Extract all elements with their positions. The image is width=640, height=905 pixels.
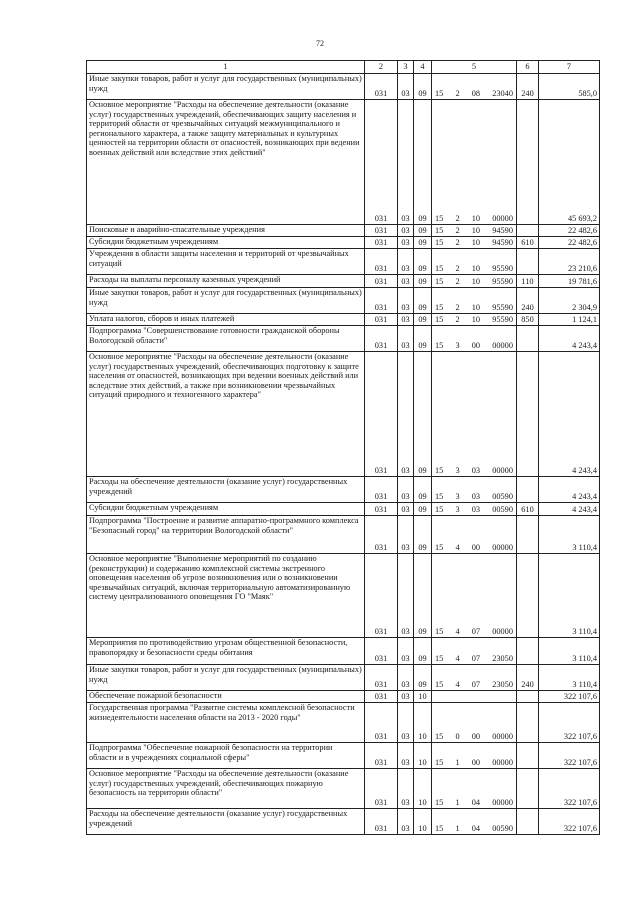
amount: 3 110,4 (539, 665, 600, 691)
amount: 4 243,4 (539, 503, 600, 516)
subsection-code: 10 (414, 703, 432, 743)
ministry-code: 031 (365, 237, 398, 249)
target-article-parts (432, 315, 516, 325)
code-part: 15 (435, 732, 444, 742)
section-code: 03 (398, 352, 414, 477)
target-article-code (432, 503, 517, 516)
code-part: 00000 (492, 543, 513, 553)
subsection-code: 09 (414, 516, 432, 554)
table-row (87, 249, 600, 275)
section-code: 03 (398, 74, 414, 100)
amount: 4 243,4 (539, 326, 600, 352)
target-article-parts (432, 680, 516, 690)
amount: 19 781,6 (539, 275, 600, 288)
code-part: 94590 (492, 226, 513, 236)
row-name: Расходы на выплаты персоналу казенных учреждений (87, 275, 365, 288)
subsection-code: 09 (414, 275, 432, 288)
section-code: 03 (398, 237, 414, 249)
code-part: 95590 (492, 315, 513, 325)
code-part: 15 (435, 680, 444, 690)
amount: 3 110,4 (539, 516, 600, 554)
ministry-code: 031 (365, 691, 398, 703)
table-row (87, 225, 600, 237)
section-code: 03 (398, 809, 414, 835)
amount: 2 304,9 (539, 288, 600, 314)
table-row (87, 554, 600, 638)
code-part: 15 (435, 214, 444, 224)
target-article-code (432, 74, 517, 100)
row-name: Мероприятия по противодействию угрозам общественной безопасности, правопорядку и безопасности среды обитания (87, 638, 365, 665)
header-cell: 7 (539, 61, 600, 74)
expense-type-code: 610 (517, 503, 539, 516)
code-part: 07 (471, 680, 481, 690)
code-part: 07 (471, 627, 481, 637)
row-name: Поисковые и аварийно-спасательные учреждения (87, 225, 365, 237)
expense-type-code (517, 516, 539, 554)
ministry-code: 031 (365, 703, 398, 743)
code-part: 00590 (492, 505, 513, 515)
row-name: Основное мероприятие "Расходы на обеспечение деятельности (оказание услуг) государственных учреждений, обеспечивающих подготовку к защите населения от опасностей, возникающих при ведении военных действий или вследствие этих действий, а также при возникновении чрезвычайных ситуаций природного и техногенного характера" (87, 352, 365, 477)
ministry-code: 031 (365, 638, 398, 665)
section-code: 03 (398, 288, 414, 314)
code-part: 00 (471, 341, 481, 351)
section-code: 03 (398, 314, 414, 326)
amount: 4 243,4 (539, 477, 600, 503)
code-part: 15 (435, 264, 444, 274)
code-part: 23040 (492, 89, 513, 99)
code-part: 00590 (492, 492, 513, 502)
section-code: 03 (398, 554, 414, 638)
code-part: 0 (455, 732, 460, 742)
target-article-code (432, 100, 517, 225)
code-part: 15 (435, 654, 444, 664)
table-row (87, 314, 600, 326)
target-article-parts (432, 238, 516, 248)
code-part: 4 (455, 627, 460, 637)
code-part: 15 (435, 798, 444, 808)
target-article-parts (432, 758, 516, 768)
subsection-code: 09 (414, 554, 432, 638)
target-article-code (432, 638, 517, 665)
target-article-parts (432, 824, 516, 834)
expense-type-code (517, 249, 539, 275)
code-part: 00000 (492, 214, 513, 224)
code-part: 95590 (492, 303, 513, 313)
amount: 322 107,6 (539, 691, 600, 703)
code-part: 03 (471, 492, 481, 502)
code-part: 15 (435, 226, 444, 236)
subsection-code: 09 (414, 314, 432, 326)
code-part: 10 (471, 303, 481, 313)
table-row (87, 769, 600, 809)
target-article-parts (432, 492, 516, 502)
table-row (87, 809, 600, 835)
row-name: Обеспечение пожарной безопасности (87, 691, 365, 703)
header-cell: 4 (414, 61, 432, 74)
expense-type-code (517, 554, 539, 638)
code-part: 03 (471, 466, 481, 476)
amount: 1 124,1 (539, 314, 600, 326)
target-article-parts (432, 89, 516, 99)
code-part: 00000 (492, 341, 513, 351)
target-article-code (432, 314, 517, 326)
target-article-parts (432, 505, 516, 515)
section-code: 03 (398, 665, 414, 691)
table-row (87, 74, 600, 100)
code-part: 2 (455, 238, 460, 248)
section-code: 03 (398, 703, 414, 743)
ministry-code: 031 (365, 809, 398, 835)
header-cell: 5 (432, 61, 517, 74)
table-row (87, 100, 600, 225)
code-part: 15 (435, 466, 444, 476)
target-article-parts (432, 264, 516, 274)
ministry-code: 031 (365, 665, 398, 691)
table-row (87, 275, 600, 288)
row-name: Иные закупки товаров, работ и услуг для государственных (муниципальных) нужд (87, 74, 365, 100)
ministry-code: 031 (365, 249, 398, 275)
table-row (87, 516, 600, 554)
section-code: 03 (398, 638, 414, 665)
section-code: 03 (398, 326, 414, 352)
subsection-code: 09 (414, 225, 432, 237)
table-row (87, 237, 600, 249)
code-part: 95590 (492, 264, 513, 274)
target-article-parts (432, 627, 516, 637)
table-row (87, 503, 600, 516)
code-part: 3 (455, 341, 460, 351)
target-article-parts (432, 732, 516, 742)
row-name: Государственная программа "Развитие системы комплексной безопасности жизнедеятельности населения области на 2013 - 2020 годы" (87, 703, 365, 743)
code-part: 10 (471, 264, 481, 274)
ministry-code: 031 (365, 275, 398, 288)
code-part: 4 (455, 680, 460, 690)
target-article-code (432, 249, 517, 275)
section-code: 03 (398, 477, 414, 503)
code-part: 00590 (492, 824, 513, 834)
ministry-code: 031 (365, 314, 398, 326)
subsection-code: 09 (414, 638, 432, 665)
expense-type-code: 240 (517, 74, 539, 100)
expense-type-code (517, 743, 539, 769)
subsection-code: 10 (414, 743, 432, 769)
expense-type-code (517, 352, 539, 477)
target-article-code (432, 703, 517, 743)
subsection-code: 09 (414, 100, 432, 225)
row-name: Расходы на обеспечение деятельности (оказание услуг) государственных учреждений (87, 809, 365, 835)
row-name: Учреждения в области защиты населения и территорий от чрезвычайных ситуаций (87, 249, 365, 275)
ministry-code: 031 (365, 100, 398, 225)
row-name: Иные закупки товаров, работ и услуг для государственных (муниципальных) нужд (87, 665, 365, 691)
page-number: 72 (316, 39, 324, 48)
expense-type-code (517, 225, 539, 237)
table-row (87, 288, 600, 314)
target-article-code (432, 769, 517, 809)
subsection-code: 09 (414, 326, 432, 352)
table-row (87, 743, 600, 769)
table-row (87, 477, 600, 503)
ministry-code: 031 (365, 516, 398, 554)
code-part: 2 (455, 303, 460, 313)
target-article-parts (432, 466, 516, 476)
code-part: 08 (471, 89, 481, 99)
table-row (87, 703, 600, 743)
target-article-parts (432, 303, 516, 313)
target-article-parts (432, 277, 516, 287)
amount: 45 693,2 (539, 100, 600, 225)
code-part: 10 (471, 214, 481, 224)
code-part: 04 (471, 824, 481, 834)
amount: 4 243,4 (539, 352, 600, 477)
ministry-code: 031 (365, 477, 398, 503)
section-code: 03 (398, 275, 414, 288)
code-part: 10 (471, 315, 481, 325)
expense-type-code: 240 (517, 665, 539, 691)
subsection-code: 09 (414, 249, 432, 275)
table-row (87, 638, 600, 665)
subsection-code: 09 (414, 665, 432, 691)
code-part: 23050 (492, 680, 513, 690)
target-article-code (432, 665, 517, 691)
expense-type-code: 610 (517, 237, 539, 249)
ministry-code: 031 (365, 554, 398, 638)
code-part: 00000 (492, 627, 513, 637)
code-part: 00 (471, 732, 481, 742)
ministry-code: 031 (365, 326, 398, 352)
code-part: 15 (435, 758, 444, 768)
target-article-code (432, 477, 517, 503)
expense-type-code (517, 477, 539, 503)
code-part: 1 (455, 758, 460, 768)
section-code: 03 (398, 691, 414, 703)
row-name: Подпрограмма "Обеспечение пожарной безопасности на территории области и в учреждениях социальной сферы" (87, 743, 365, 769)
code-part: 2 (455, 277, 460, 287)
target-article-code (432, 275, 517, 288)
code-part: 2 (455, 315, 460, 325)
code-part: 00000 (492, 758, 513, 768)
table-row (87, 691, 600, 703)
code-part: 4 (455, 654, 460, 664)
code-part: 1 (455, 824, 460, 834)
code-part: 94590 (492, 238, 513, 248)
code-part: 15 (435, 543, 444, 553)
target-article-code (432, 691, 517, 703)
target-article-code (432, 554, 517, 638)
code-part: 15 (435, 315, 444, 325)
amount: 322 107,6 (539, 809, 600, 835)
code-part: 2 (455, 214, 460, 224)
table-row (87, 352, 600, 477)
target-article-parts (432, 214, 516, 224)
target-article-code (432, 288, 517, 314)
subsection-code: 09 (414, 74, 432, 100)
amount: 22 482,6 (539, 237, 600, 249)
expense-type-code: 240 (517, 288, 539, 314)
ministry-code: 031 (365, 225, 398, 237)
code-part: 15 (435, 824, 444, 834)
amount: 22 482,6 (539, 225, 600, 237)
code-part: 95590 (492, 277, 513, 287)
code-part: 3 (455, 492, 460, 502)
code-part: 1 (455, 798, 460, 808)
amount: 322 107,6 (539, 743, 600, 769)
target-article-code (432, 237, 517, 249)
expense-type-code (517, 100, 539, 225)
subsection-code: 10 (414, 809, 432, 835)
code-part: 04 (471, 798, 481, 808)
code-part: 3 (455, 466, 460, 476)
subsection-code: 09 (414, 477, 432, 503)
amount: 3 110,4 (539, 638, 600, 665)
expense-type-code (517, 326, 539, 352)
code-part: 00 (471, 543, 481, 553)
row-name: Уплата налогов, сборов и иных платежей (87, 314, 365, 326)
code-part: 07 (471, 654, 481, 664)
target-article-parts (432, 341, 516, 351)
section-code: 03 (398, 769, 414, 809)
code-part: 03 (471, 505, 481, 515)
header-cell: 6 (517, 61, 539, 74)
subsection-code: 09 (414, 288, 432, 314)
target-article-code (432, 352, 517, 477)
code-part: 4 (455, 543, 460, 553)
code-part: 15 (435, 505, 444, 515)
code-part: 2 (455, 89, 460, 99)
row-name: Основное мероприятие "Выполнение мероприятий по созданию (реконструкции) и содержанию комплексной системы экстренного оповещения населения об угрозе возникновения или о возникновении чрезвычайных ситуаций, включая территориальную автоматизированную систему централизованного оповещения ГО "Маяк" (87, 554, 365, 638)
target-article-parts (432, 543, 516, 553)
target-article-parts (432, 654, 516, 664)
ministry-code: 031 (365, 743, 398, 769)
target-article-code (432, 743, 517, 769)
ministry-code: 031 (365, 74, 398, 100)
code-part: 10 (471, 226, 481, 236)
header-cell: 1 (87, 61, 365, 74)
target-article-code (432, 326, 517, 352)
amount: 3 110,4 (539, 554, 600, 638)
code-part: 10 (471, 277, 481, 287)
code-part: 2 (455, 264, 460, 274)
code-part: 15 (435, 303, 444, 313)
code-part: 15 (435, 89, 444, 99)
code-part: 00000 (492, 732, 513, 742)
section-code: 03 (398, 503, 414, 516)
header-cell: 3 (398, 61, 414, 74)
expense-type-code: 850 (517, 314, 539, 326)
subsection-code: 09 (414, 352, 432, 477)
ministry-code: 031 (365, 503, 398, 516)
header-cell: 2 (365, 61, 398, 74)
code-part: 00000 (492, 466, 513, 476)
table-header-row (87, 61, 600, 74)
subsection-code: 09 (414, 503, 432, 516)
section-code: 03 (398, 743, 414, 769)
ministry-code: 031 (365, 288, 398, 314)
section-code: 03 (398, 225, 414, 237)
code-part: 15 (435, 238, 444, 248)
code-part: 23050 (492, 654, 513, 664)
expense-type-code: 110 (517, 275, 539, 288)
amount: 23 210,6 (539, 249, 600, 275)
subsection-code: 09 (414, 237, 432, 249)
amount: 322 107,6 (539, 769, 600, 809)
section-code: 03 (398, 100, 414, 225)
expense-type-code (517, 769, 539, 809)
section-code: 03 (398, 516, 414, 554)
code-part: 00 (471, 758, 481, 768)
amount: 322 107,6 (539, 703, 600, 743)
row-name: Расходы на обеспечение деятельности (оказание услуг) государственных учреждений (87, 477, 365, 503)
row-name: Иные закупки товаров, работ и услуг для государственных (муниципальных) нужд (87, 288, 365, 314)
expense-type-code (517, 691, 539, 703)
ministry-code: 031 (365, 769, 398, 809)
row-name: Основное мероприятие "Расходы на обеспечение деятельности (оказание услуг) государственных учреждений, обеспечивающих защиту населения и территорий области от чрезвычайных ситуаций межмуниципального и регионального характера, а также защиту материальных и культурных ценностей на территории области от опасностей, возникающих при ведении военных действий или вследствие этих действий" (87, 100, 365, 225)
expense-type-code (517, 703, 539, 743)
code-part: 2 (455, 226, 460, 236)
subsection-code: 10 (414, 769, 432, 809)
target-article-code (432, 516, 517, 554)
target-article-parts (432, 226, 516, 236)
row-name: Подпрограмма "Построение и развитие аппаратно-программного комплекса "Безопасный город" на территории Вологодской области" (87, 516, 365, 554)
code-part: 15 (435, 492, 444, 502)
code-part: 10 (471, 238, 481, 248)
row-name: Подпрограмма "Совершенствование готовности гражданской обороны Вологодской области" (87, 326, 365, 352)
amount: 585,0 (539, 74, 600, 100)
table-row (87, 665, 600, 691)
expense-type-code (517, 638, 539, 665)
target-article-parts (432, 798, 516, 808)
section-code: 03 (398, 249, 414, 275)
ministry-code: 031 (365, 352, 398, 477)
subsection-code: 10 (414, 691, 432, 703)
row-name: Субсидии бюджетным учреждениям (87, 237, 365, 249)
target-article-code (432, 809, 517, 835)
table-row (87, 326, 600, 352)
code-part: 15 (435, 341, 444, 351)
budget-table (86, 60, 600, 835)
row-name: Основное мероприятие "Расходы на обеспечение деятельности (оказание услуг) государственных учреждений, обеспечивающих пожарную безопасность на территории области" (87, 769, 365, 809)
target-article-code (432, 225, 517, 237)
code-part: 15 (435, 277, 444, 287)
code-part: 15 (435, 627, 444, 637)
code-part: 3 (455, 505, 460, 515)
code-part: 00000 (492, 798, 513, 808)
expense-type-code (517, 809, 539, 835)
row-name: Субсидии бюджетным учреждениям (87, 503, 365, 516)
